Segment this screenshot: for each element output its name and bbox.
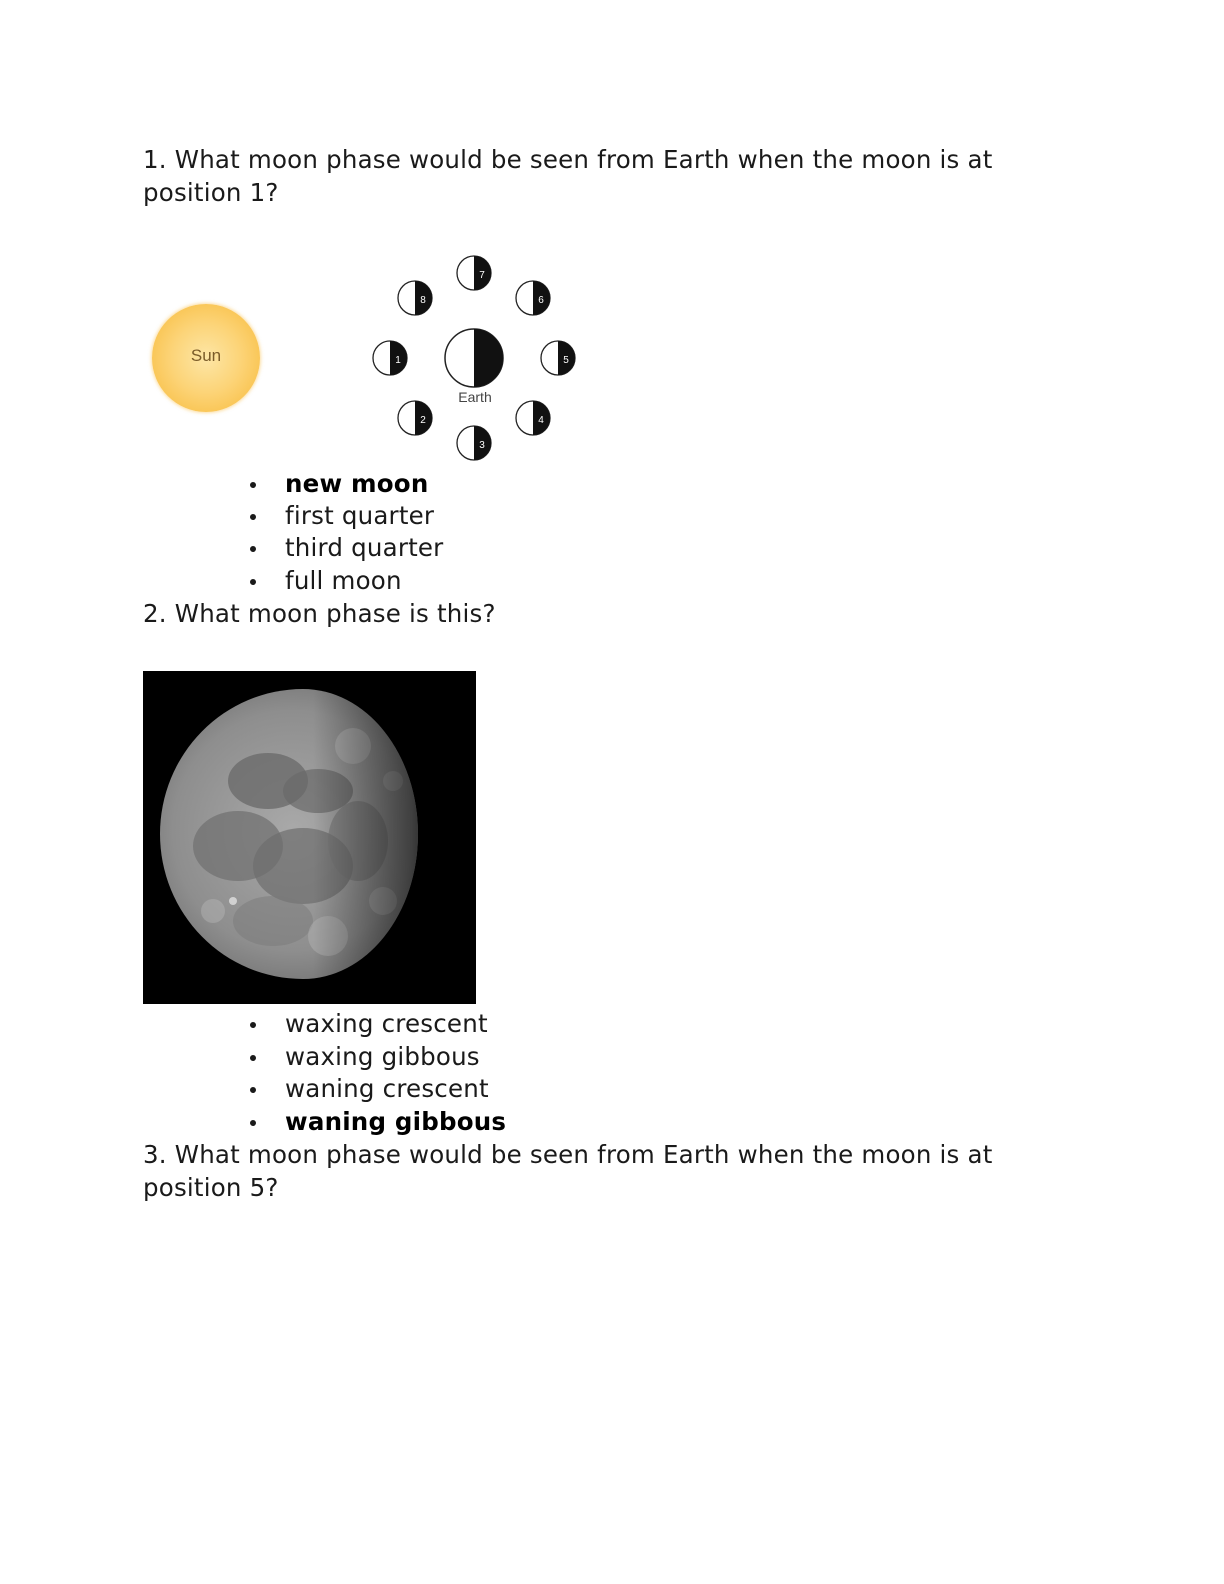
- q1-option-first-quarter[interactable]: [285, 500, 434, 532]
- moon-position-6: [516, 281, 550, 315]
- q2-option-label: waxing crescent: [285, 1009, 488, 1038]
- question-1-text: 1. What moon phase would be seen from Earth when the moon is at position 1?: [143, 145, 993, 207]
- question-2-text: 2. What moon phase is this?: [143, 599, 496, 628]
- moon-position-6-label: 6: [538, 295, 544, 306]
- moon-position-3-label: 3: [479, 440, 485, 451]
- moon-position-7: [457, 256, 491, 290]
- moon-orbit-svg: [360, 250, 590, 470]
- bullet: [250, 1055, 256, 1061]
- moon-photo: [143, 671, 476, 1004]
- moon-position-1-label: 1: [395, 355, 401, 366]
- earth-circle: [445, 329, 503, 387]
- q2-option-label: waxing gibbous: [285, 1042, 480, 1071]
- q2-option-waxing-crescent[interactable]: [285, 1008, 488, 1040]
- q1-option-third-quarter[interactable]: [285, 532, 443, 564]
- moon-position-4: [516, 401, 550, 435]
- bullet: [250, 1087, 256, 1093]
- q1-option-label: first quarter: [285, 501, 435, 530]
- moon-position-5: [541, 341, 575, 375]
- q2-option-label: waning gibbous: [285, 1107, 507, 1136]
- q1-option-label: new moon: [285, 469, 429, 498]
- bullet: [250, 482, 256, 488]
- q2-option-waning-gibbous[interactable]: [285, 1106, 506, 1138]
- bullet: [250, 546, 256, 552]
- q2-option-waxing-gibbous[interactable]: [285, 1041, 480, 1073]
- moon-photo-svg: [143, 671, 476, 1004]
- q1-option-label: full moon: [285, 566, 402, 595]
- moon-position-8-label: 8: [420, 295, 426, 306]
- q1-option-full-moon[interactable]: [285, 565, 402, 597]
- q1-option-new-moon[interactable]: [285, 468, 428, 500]
- moon-position-5-label: 5: [563, 355, 569, 366]
- q2-option-label: waning crescent: [285, 1074, 489, 1103]
- moon-position-3: [457, 426, 491, 460]
- moon-position-1: [373, 341, 407, 375]
- q2-option-waning-crescent[interactable]: [285, 1073, 489, 1105]
- question-3-text: 3. What moon phase would be seen from Earth when the moon is at position 5?: [143, 1140, 993, 1202]
- bullet: [250, 1022, 256, 1028]
- moon-position-4-label: 4: [538, 415, 544, 426]
- sun-label: Sun: [190, 346, 222, 365]
- q1-option-label: third quarter: [285, 533, 444, 562]
- bullet: [250, 1120, 256, 1126]
- moon-position-2-label: 2: [420, 415, 426, 426]
- sun-illustration: [152, 304, 260, 412]
- bullet: [250, 579, 256, 585]
- moon-orbit-diagram: [360, 250, 590, 470]
- moon-position-8: [398, 281, 432, 315]
- moon-position-2: [398, 401, 432, 435]
- moon-position-7-label: 7: [479, 270, 485, 281]
- earth-label: Earth: [458, 389, 492, 405]
- bullet: [250, 514, 256, 520]
